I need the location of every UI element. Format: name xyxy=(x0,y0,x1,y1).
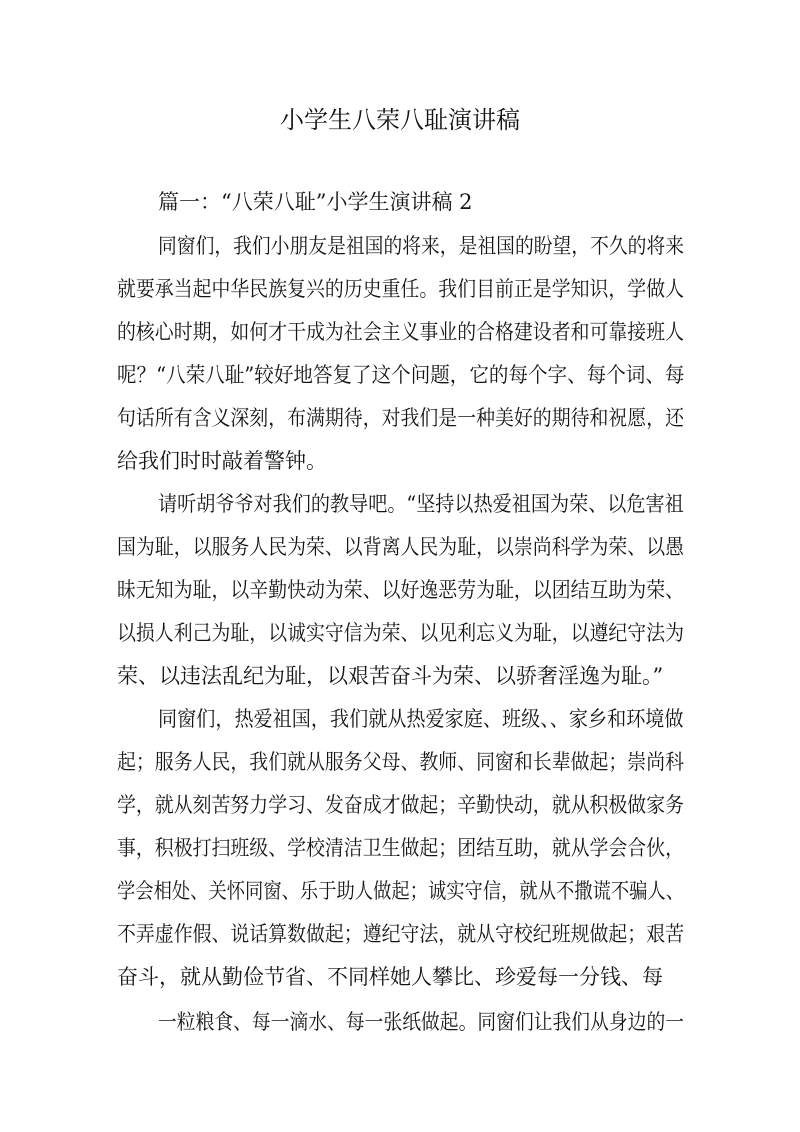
paragraph-line: 荣、以违法乱纪为耻，以艰苦奋斗为荣、以骄奢淫逸为耻。” xyxy=(117,664,664,688)
paragraph-line: 的核心时期，如何才干成为社会主义事业的合格建设者和可靠接班人 xyxy=(117,320,684,344)
paragraph-line: 就要承当起中华民族复兴的历史重任。我们目前正是学知识，学做人 xyxy=(117,277,684,301)
paragraph-line: 一粒粮食、每一滴水、每一张纸做起。同窗们让我们从身边的一 xyxy=(158,1010,685,1034)
paragraph-line: 句话所有含义深刻，布满期待，对我们是一种美好的期待和祝愿，还 xyxy=(117,406,684,430)
paragraph-line: 昧无知为耻，以辛勤快动为荣、以好逸恶劳为耻，以团结互助为荣、 xyxy=(117,578,684,602)
paragraph-line: 不弄虚作假、说话算数做起；遵纪守法，就从守校纪班规做起；艰苦 xyxy=(117,922,684,946)
document-title: 小学生八荣八耻演讲稿 xyxy=(280,106,520,134)
section-heading: 篇一：“八荣八耻”小学生演讲稿 2 xyxy=(158,190,473,214)
paragraph-line: 事，积极打扫班级、学校清洁卫生做起；团结互助，就从学会合伙， xyxy=(117,836,684,860)
paragraph-line: 起；服务人民，我们就从服务父母、教师、同窗和长辈做起；崇尚科 xyxy=(117,750,684,774)
paragraph-line: 国为耻，以服务人民为荣、以背离人民为耻，以崇尚科学为荣、以愚 xyxy=(117,535,684,559)
paragraph-line: 同窗们，热爱祖国，我们就从热爱家庭、班级、、家乡和环境做 xyxy=(158,707,684,731)
paragraph-line: 给我们时时敲着警钟。 xyxy=(117,449,327,473)
paragraph-line: 请听胡爷爷对我们的教导吧。“坚持以热爱祖国为荣、以危害祖 xyxy=(158,492,684,516)
paragraph-line: 同窗们，我们小朋友是祖国的将来，是祖国的盼望，不久的将来 xyxy=(158,234,685,258)
paragraph-line: 以损人利己为耻，以诚实守信为荣、以见利忘义为耻，以遵纪守法为 xyxy=(117,621,684,645)
paragraph-line: 呢？“八荣八耻”较好地答复了这个问题，它的每个字、每个词、每 xyxy=(117,363,685,387)
paragraph-line: 学会相处、关怀同窗、乐于助人做起；诚实守信，就从不撒谎不骗人、 xyxy=(117,879,685,903)
paragraph-line: 学，就从刻苦努力学习、发奋成才做起；辛勤快动，就从积极做家务 xyxy=(117,793,684,817)
paragraph-line: 奋斗，就从勤俭节省、不同样她人攀比、珍爱每一分钱、每 xyxy=(117,965,663,989)
